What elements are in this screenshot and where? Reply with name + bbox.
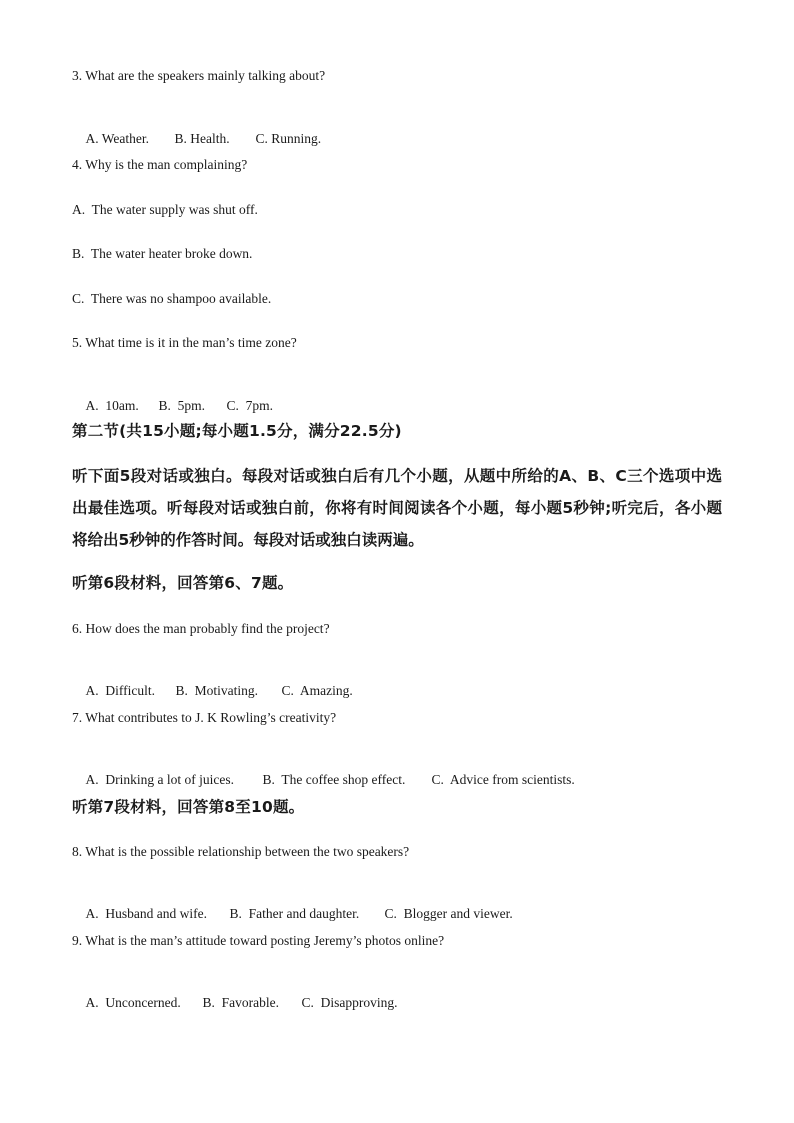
question-7-option-b: B. The coffee shop effect. bbox=[262, 772, 406, 787]
question-4-stem: 4. Why is the man complaining? bbox=[72, 157, 248, 172]
question-5-stem: 5. What time is it in the man’s time zone? bbox=[72, 335, 297, 350]
question-6-stem: 6. How does the man probably find the project? bbox=[72, 621, 330, 636]
question-8-option-b: B. Father and daughter. bbox=[229, 906, 360, 921]
material-6-heading: 听第6段材料，回答第6、7题。 bbox=[72, 574, 294, 592]
question-7-option-a: A. Drinking a lot of juices. bbox=[85, 772, 234, 787]
question-4-option-c: C. There was no shampoo available. bbox=[72, 291, 272, 306]
question-5-option-c: C. 7pm. bbox=[226, 398, 274, 413]
question-8-option-a: A. Husband and wife. bbox=[85, 906, 207, 921]
question-3-option-a: A. Weather. bbox=[85, 131, 150, 146]
section-title: 第二节(共15小题;每小题1.5分，满分22.5分) bbox=[72, 422, 402, 440]
question-9-options bbox=[72, 976, 398, 1030]
question-9-option-c: C. Disapproving. bbox=[301, 995, 398, 1010]
question-8-option-c: C. Blogger and viewer. bbox=[384, 906, 513, 921]
question-9-option-b: B. Favorable. bbox=[202, 995, 279, 1010]
question-9-option-a: A. Unconcerned. bbox=[85, 995, 181, 1010]
question-3-stem: 3. What are the speakers mainly talking about? bbox=[72, 68, 326, 83]
question-6-option-a: A. Difficult. bbox=[85, 683, 155, 698]
question-8-stem: 8. What is the possible relationship between the two speakers? bbox=[72, 844, 410, 859]
question-7-stem: 7. What contributes to J. K Rowling’s creativity? bbox=[72, 710, 337, 725]
question-6-option-c: C. Amazing. bbox=[281, 683, 353, 698]
question-3-option-c: C. Running. bbox=[255, 131, 322, 146]
question-4-option-a: A. The water supply was shut off. bbox=[72, 202, 258, 217]
question-3-option-b: B. Health. bbox=[174, 131, 230, 146]
question-6-option-b: B. Motivating. bbox=[175, 683, 259, 698]
question-5-option-a: A. 10am. bbox=[85, 398, 139, 413]
question-9-stem: 9. What is the man’s attitude toward posting Jeremy’s photos online? bbox=[72, 933, 445, 948]
section-instructions: 听下面5段对话或独白。每段对话或独白后有几个小题，从题中所给的A、B、C三个选项中选出最佳选项。听每段对话或独白前，你将有时间阅读各个小题，每小题5秒钟;听完后，各小题将给出5秒钟的作答时间。每段对话或独白读两遍。 bbox=[72, 467, 722, 549]
question-4-option-b: B. The water heater broke down. bbox=[72, 246, 253, 261]
question-7-option-c: C. Advice from scientists. bbox=[431, 772, 575, 787]
material-7-heading: 听第7段材料，回答第8至10题。 bbox=[72, 798, 305, 816]
question-5-option-b: B. 5pm. bbox=[158, 398, 206, 413]
